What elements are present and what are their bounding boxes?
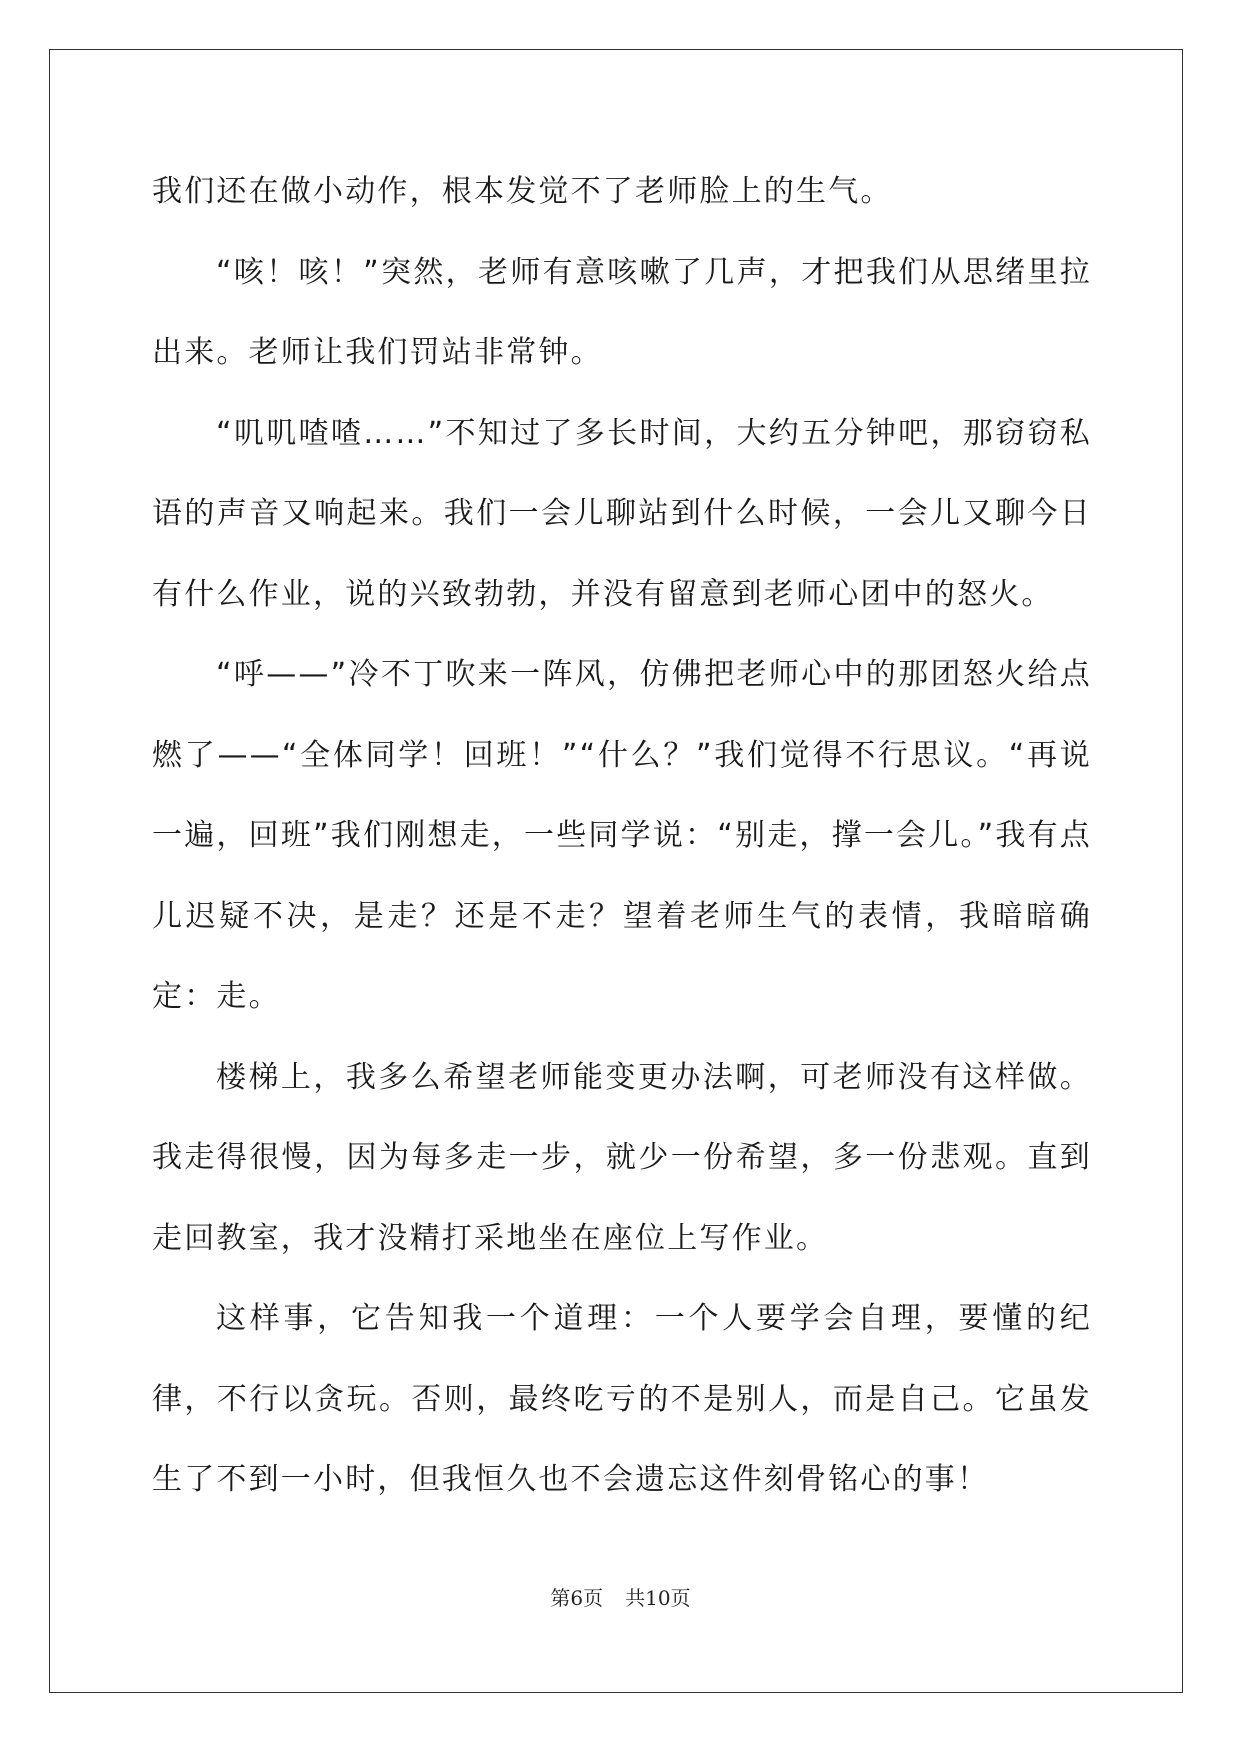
total-pages: 共10页 bbox=[625, 1586, 691, 1610]
document-body bbox=[152, 152, 1092, 1521]
page-number: 第6页 bbox=[550, 1586, 604, 1610]
paragraph-1: 我们还在做小动作，根本发觉不了老师脸上的生气。 bbox=[152, 174, 893, 209]
paragraph-2: “咳！咳！”突然，老师有意咳嗽了几声，才把我们从思绪里拉出来。老师让我们罚站非常钟。 bbox=[152, 254, 1092, 370]
paragraph-3: “叽叽喳喳……”不知过了多长时间，大约五分钟吧，那窃窃私语的声音又响起来。我们一会儿聊站到什么时候，一会儿又聊今日有什么作业，说的兴致勃勃，并没有留意到老师心团中的怒火。 bbox=[152, 415, 1092, 612]
page-footer bbox=[0, 1582, 1241, 1611]
paragraph-6: 这样事，它告知我一个道理：一个人要学会自理，要懂的纪律，不行以贪玩。否则，最终吃亏的不是别人，而是自己。它虽发生了不到一小时，但我恒久也不会遗忘这件刻骨铭心的事！ bbox=[152, 1301, 1092, 1497]
paragraph-4: “呼——”冷不丁吹来一阵风，仿佛把老师心中的那团怒火给点燃了——“全体同学！回班！”“什么？”我们觉得不行思议。“再说一遍，回班”我们刚想走，一些同学说：“别走，撑一会儿。”我有点儿迟疑不决，是走？还是不走？望着老师生气的表情，我暗暗确定：走。 bbox=[152, 657, 1092, 1014]
paragraph-5: 楼梯上，我多么希望老师能变更办法啊，可老师没有这样做。我走得很慢，因为每多走一步，就少一份希望，多一份悲观。直到走回教室，我才没精打采地坐在座位上写作业。 bbox=[152, 1059, 1092, 1256]
